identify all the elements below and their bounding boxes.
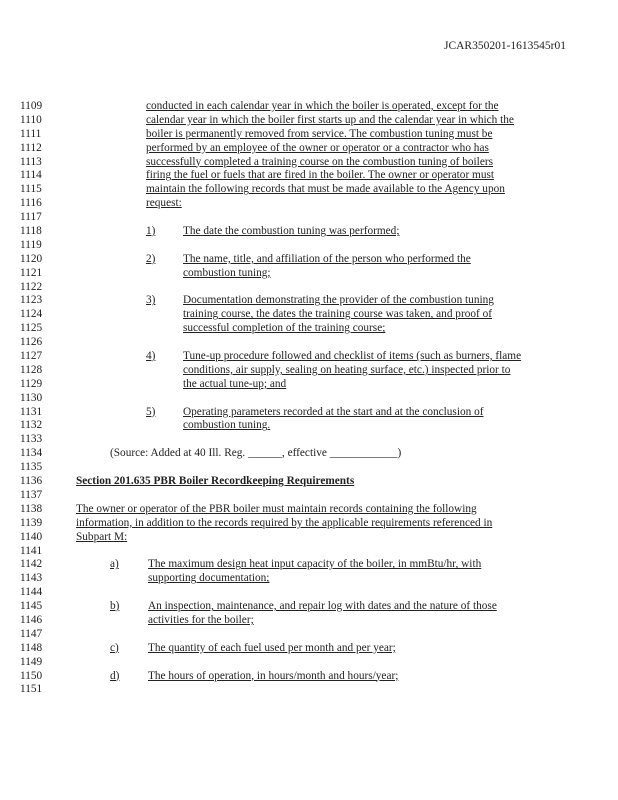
line-number: 1124 xyxy=(20,308,43,321)
line-number: 1139 xyxy=(20,516,43,529)
line-text: conditions, air supply, sealing on heating surface, etc.) inspected prior to xyxy=(183,363,511,376)
line-number: 1128 xyxy=(20,363,43,376)
document-line xyxy=(0,350,618,364)
line-text: information, in addition to the records required by the applicable requirements referenced in xyxy=(76,516,493,529)
document-line xyxy=(0,281,618,295)
document-line xyxy=(0,558,618,572)
document-line xyxy=(0,572,618,586)
document-line xyxy=(0,517,618,531)
line-number: 1132 xyxy=(20,419,43,432)
line-number: 1134 xyxy=(20,447,43,460)
list-item-label: c) xyxy=(110,641,119,654)
document-line xyxy=(0,670,618,684)
line-text: supporting documentation; xyxy=(148,572,270,585)
line-number: 1147 xyxy=(20,627,43,640)
list-item-label: 1) xyxy=(146,225,156,238)
line-number: 1120 xyxy=(20,252,43,265)
numbered-lines xyxy=(0,100,618,697)
line-text: The name, title, and affiliation of the person who performed the xyxy=(183,252,471,265)
document-line xyxy=(0,197,618,211)
document-line xyxy=(0,239,618,253)
line-number: 1126 xyxy=(20,336,43,349)
line-number: 1145 xyxy=(20,600,43,613)
line-text: Documentation demonstrating the provider of the combustion tuning xyxy=(183,294,494,307)
line-number: 1116 xyxy=(20,197,42,210)
document-line xyxy=(0,211,618,225)
line-number: 1151 xyxy=(20,683,43,696)
document-line xyxy=(0,128,618,142)
line-number: 1143 xyxy=(20,572,43,585)
document-line xyxy=(0,461,618,475)
line-text: Subpart M: xyxy=(76,530,128,543)
line-number: 1137 xyxy=(20,488,43,501)
list-item-label: 2) xyxy=(146,252,156,265)
line-text: activities for the boiler; xyxy=(148,613,254,626)
document-line xyxy=(0,447,618,461)
list-item-label: b) xyxy=(110,600,120,613)
document-line xyxy=(0,656,618,670)
line-number: 1119 xyxy=(20,238,42,251)
line-number: 1113 xyxy=(20,155,42,168)
document-line xyxy=(0,392,618,406)
list-item-label: a) xyxy=(110,558,119,571)
line-number: 1136 xyxy=(20,475,43,488)
document-line xyxy=(0,531,618,545)
document-line xyxy=(0,364,618,378)
document-line xyxy=(0,419,618,433)
document-line xyxy=(0,545,618,559)
line-text: maintain the following records that must be made available to the Agency upon xyxy=(146,183,505,196)
document-line xyxy=(0,683,618,697)
document-line xyxy=(0,267,618,281)
line-text: successful completion of the training course; xyxy=(183,322,386,335)
line-text: performed by an employee of the owner or operator or a contractor who has xyxy=(146,141,489,154)
document-line xyxy=(0,433,618,447)
document-line xyxy=(0,642,618,656)
document-line xyxy=(0,253,618,267)
document-line xyxy=(0,294,618,308)
line-text: conducted in each calendar year in which the boiler is operated, except for the xyxy=(146,100,499,112)
line-number: 1142 xyxy=(20,558,43,571)
line-number: 1129 xyxy=(20,377,43,390)
line-number: 1112 xyxy=(20,141,42,154)
document-line xyxy=(0,614,618,628)
line-text: The date the combustion tuning was performed; xyxy=(183,225,400,238)
line-text: The owner or operator of the PBR boiler must maintain records containing the following xyxy=(76,502,477,515)
line-number: 1146 xyxy=(20,613,43,626)
document-line xyxy=(0,100,618,114)
line-text: (Source: Added at 40 Ill. Reg. ______, effective ____________) xyxy=(110,447,402,460)
line-number: 1141 xyxy=(20,544,43,557)
line-number: 1117 xyxy=(20,211,42,224)
document-id-header: JCAR350201-1613545r01 xyxy=(443,40,566,52)
line-number: 1144 xyxy=(20,586,43,599)
document-line xyxy=(0,489,618,503)
document-line xyxy=(0,628,618,642)
document-line xyxy=(0,183,618,197)
line-number: 1114 xyxy=(20,169,42,182)
line-number: 1118 xyxy=(20,225,42,238)
line-text: The quantity of each fuel used per month and per year; xyxy=(148,641,396,654)
line-text: the actual tune-up; and xyxy=(183,377,287,390)
line-number: 1133 xyxy=(20,433,43,446)
line-number: 1135 xyxy=(20,461,43,474)
line-text: request: xyxy=(146,197,182,210)
line-number: 1109 xyxy=(20,100,43,112)
line-text: An inspection, maintenance, and repair log with dates and the nature of those xyxy=(148,600,497,613)
document-line xyxy=(0,142,618,156)
document-line xyxy=(0,114,618,128)
line-number: 1148 xyxy=(20,641,43,654)
document-line xyxy=(0,600,618,614)
line-text: boiler is permanently removed from service. The combustion tuning must be xyxy=(146,127,493,140)
line-number: 1123 xyxy=(20,294,43,307)
document-line xyxy=(0,378,618,392)
line-number: 1140 xyxy=(20,530,43,543)
line-text: combustion tuning; xyxy=(183,266,271,279)
line-number: 1125 xyxy=(20,322,43,335)
document-line xyxy=(0,225,618,239)
document-line xyxy=(0,406,618,420)
document-line xyxy=(0,586,618,600)
line-text: The maximum design heat input capacity of the boiler, in mmBtu/hr, with xyxy=(148,558,482,571)
section-heading-line xyxy=(0,475,618,489)
line-number: 1138 xyxy=(20,502,43,515)
line-text: combustion tuning. xyxy=(183,419,271,432)
document-line xyxy=(0,503,618,517)
line-text: Tune-up procedure followed and checklist of items (such as burners, flame xyxy=(183,350,522,363)
line-number: 1122 xyxy=(20,280,43,293)
line-text: training course, the dates the training course was taken, and proof of xyxy=(183,308,492,321)
line-number: 1150 xyxy=(20,669,43,682)
line-text: calendar year in which the boiler first starts up and the calendar year in which the xyxy=(146,113,514,126)
list-item-label: 3) xyxy=(146,294,156,307)
line-text: The hours of operation, in hours/month and hours/year; xyxy=(148,669,399,682)
line-number: 1127 xyxy=(20,350,43,363)
line-text: Operating parameters recorded at the start and at the conclusion of xyxy=(183,405,484,418)
line-number: 1131 xyxy=(20,405,43,418)
document-line xyxy=(0,156,618,170)
line-text: firing the fuel or fuels that are fired in the boiler. The owner or operator must xyxy=(146,169,494,182)
section-title: Section 201.635 PBR Boiler Recordkeeping Requirements xyxy=(76,475,355,488)
list-item-label: 5) xyxy=(146,405,156,418)
document-line xyxy=(0,169,618,183)
line-number: 1130 xyxy=(20,391,43,404)
document-line xyxy=(0,322,618,336)
line-number: 1115 xyxy=(20,183,42,196)
line-number: 1149 xyxy=(20,655,43,668)
list-item-label: d) xyxy=(110,669,120,682)
document-line xyxy=(0,308,618,322)
document-line xyxy=(0,336,618,350)
line-text: successfully completed a training course on the combustion tuning of boilers xyxy=(146,155,493,168)
list-item-label: 4) xyxy=(146,350,156,363)
line-number: 1110 xyxy=(20,113,42,126)
line-number: 1121 xyxy=(20,266,43,279)
line-number: 1111 xyxy=(20,127,42,140)
